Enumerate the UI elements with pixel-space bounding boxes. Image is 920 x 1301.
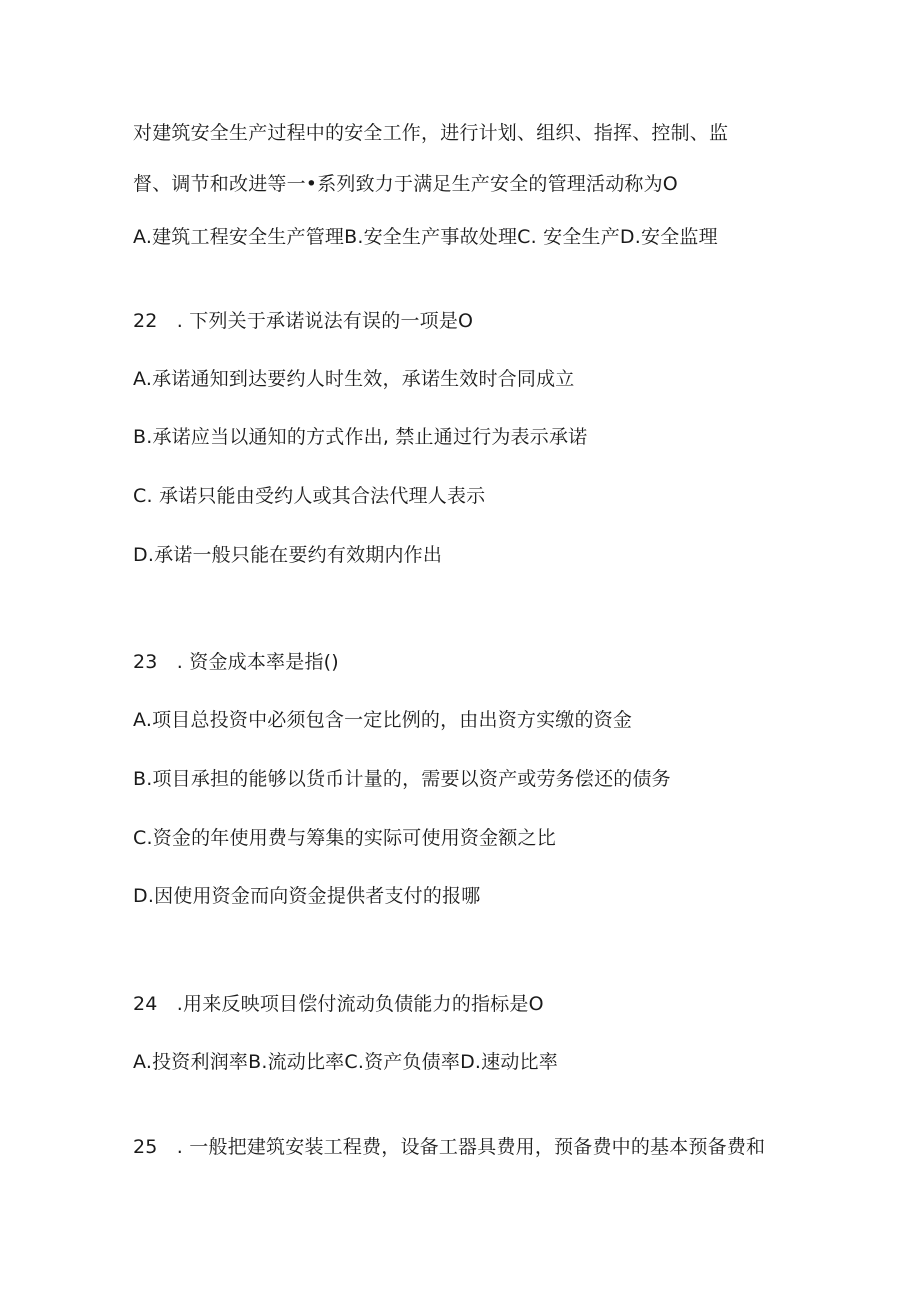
question-24-stem: 24 .用来反映项目偿付流动负债能力的指标是O [133, 993, 544, 1015]
question-21-stem-line-2: 督、调节和改进等一•系列致力于满足生产安全的管理活动称为O [133, 173, 678, 195]
question-22-option-c: C. 承诺只能由受约人或其合法代理人表示 [133, 485, 486, 507]
question-22-option-b: B.承诺应当以通知的方式作出, 禁止通过行为表示承诺 [133, 426, 588, 448]
question-23-option-b: B.项目承担的能够以货币计量的，需要以资产或劳务偿还的债务 [133, 768, 671, 790]
question-21-stem-line-1: 对建筑安全生产过程中的安全工作，进行计划、组织、指挥、控制、监 [133, 122, 729, 144]
question-23-option-d: D.因使用资金而向资金提供者支付的报哪 [133, 885, 481, 907]
question-21-options: A.建筑工程安全生产管理B.安全生产事故处理C. 安全生产D.安全监理 [133, 226, 718, 248]
question-23-option-c: C.资金的年使用费与筹集的实际可使用资金额之比 [133, 827, 556, 849]
question-22-option-a: A.承诺通知到达要约人时生效，承诺生效时合同成立 [133, 368, 575, 390]
question-23-option-a: A.项目总投资中必须包含一定比例的，由出资方实缴的资金 [133, 709, 633, 731]
question-25-stem-line-1: 25 . 一般把建筑安装工程费，设备工器具费用，预备费中的基本预备费和 [133, 1136, 766, 1158]
question-22-stem: 22 . 下列关于承诺说法有误的一项是O [133, 310, 474, 332]
question-24-options: A.投资利润率B.流动比率C.资产负债率D.速动比率 [133, 1051, 558, 1073]
question-22-option-d: D.承诺一般只能在要约有效期内作出 [133, 544, 443, 566]
question-23-stem: 23 . 资金成本率是指() [133, 651, 339, 673]
